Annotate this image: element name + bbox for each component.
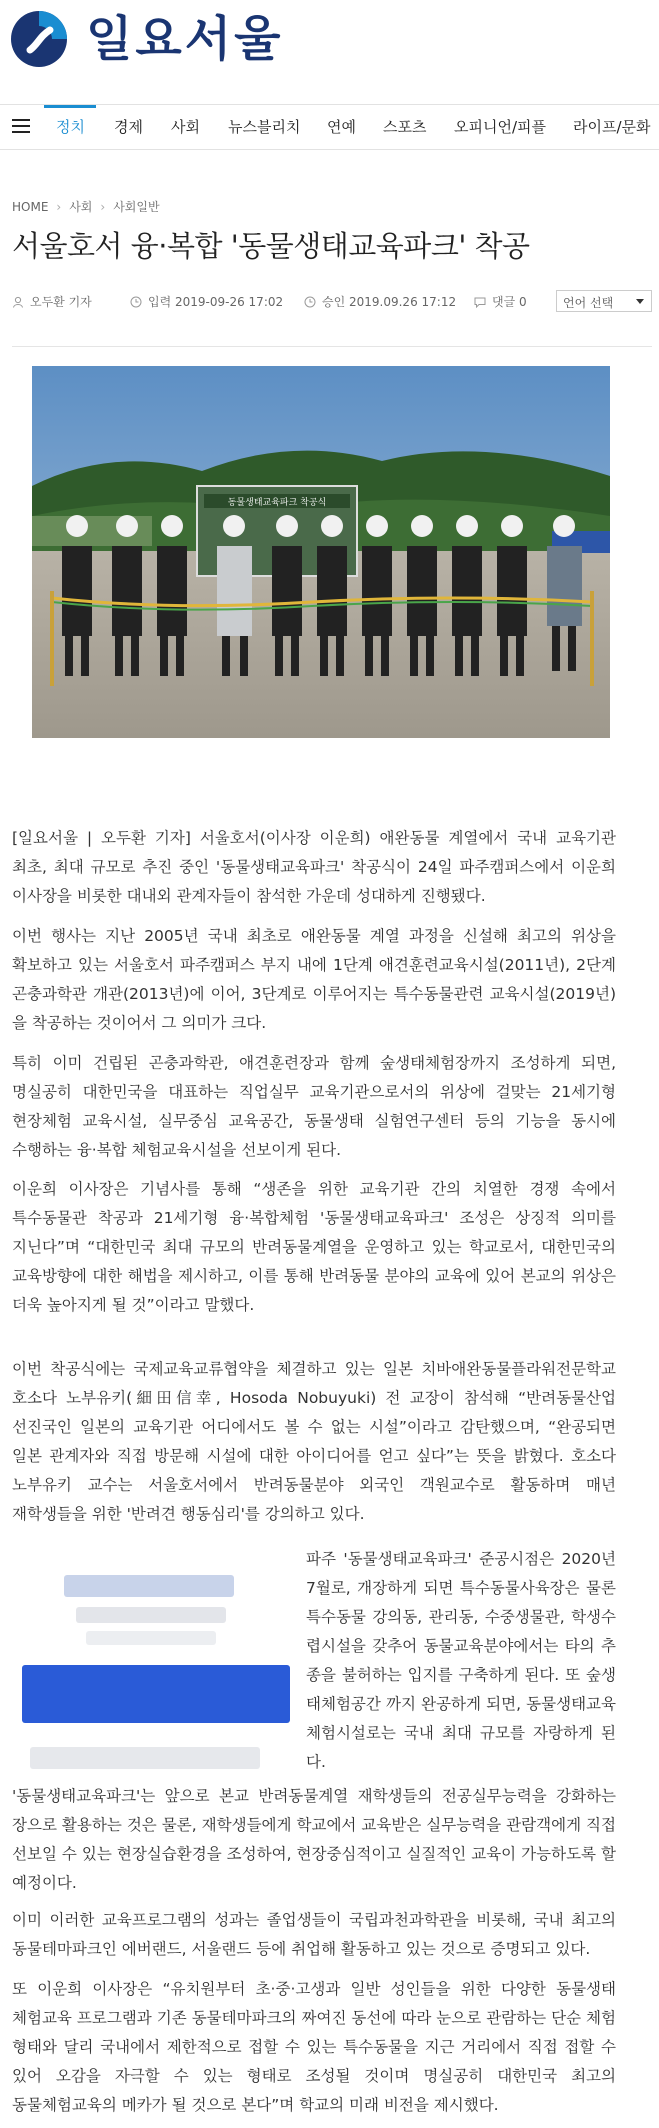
meta-comments[interactable]: 댓글 0	[474, 293, 527, 310]
nav-item-life-culture[interactable]: 라이프/문화	[573, 118, 651, 136]
article-paragraph: '동물생태교육파크'는 앞으로 본교 반려동물계열 재학생들의 전공실무능력을 강화하는 장으로 활용하는 것은 물론, 재학생들에게 학교에서 교육받은 실무능력을 관람객에게 직접 선보일 수 있는 현장실습환경을 조성하여, 현장중심적이고 실질적인 교육이 가능하도록 할 예정이다.	[12, 1787, 616, 1892]
meta-input-date: 입력 2019-09-26 17:02	[130, 293, 283, 310]
article-paragraph: 이번 착공식에는 국제교육교류협약을 체결하고 있는 일본 치바애완동물플라워전문학교 호소다 노부유키(細田信幸, Hosoda Nobuyuki) 전 교장이 참석해 “반려동물산업 선진국인 일본의 교육기관 어디에서도 볼 수 없는 시설”이라고 감탄했으며, “완공되면 일본 관계자와 직접 방문해 시설에 대한 아이디어를 얻고 싶다”는 뜻을 밝혔다. 호소다 노부유키 교수는 서울호서에서 반려동물분야 외국인 객원교수로 활동하며 매년 재학생들을 위한 '반려견 행동심리'를 강의하고 있다.	[12, 1360, 616, 1523]
article-photo[interactable]	[32, 366, 610, 738]
logo-text: 일요서울	[86, 11, 284, 67]
person-icon	[12, 296, 24, 308]
article-paragraph: 이번 행사는 지난 2005년 국내 최초로 애완동물 계열 과정을 신설해 최고의 위상을 확보하고 있는 서울호서 파주캠퍼스 부지 내에 1단계 애견훈련교육시설(2011년), 2단계 곤충과학관 개관(2013년)에 이어, 3단계로 이루어지는 특수동물관련 교육시설(2019년)을 착공하는 것이어서 그 의미가 크다.	[12, 927, 616, 1032]
meta-author: 오두환 기자	[12, 293, 92, 310]
ad-blurred-line	[86, 1631, 216, 1645]
ad-blurred-headline	[64, 1575, 234, 1597]
nav-item-opinion[interactable]: 오피니언/피플	[454, 118, 546, 136]
ad-blurred-button[interactable]	[22, 1665, 290, 1723]
advertisement-box[interactable]	[16, 1545, 296, 1781]
article-paragraph: 특히 이미 건립된 곤충과학관, 애견훈련장과 함께 숲생태체험장까지 조성하게 되면, 명실공히 대한민국을 대표하는 직업실무 교육기관으로서의 위상에 걸맞는 21세기형 현장체험 교육시설, 실무중심 교육공간, 동물생태 실험연구센터 등의 기능을 동시에 수행하는 융·복합 체험교육시설을 선보이게 된다.	[12, 1054, 616, 1159]
ceremony-photo-illustration	[32, 366, 610, 738]
site-header	[0, 0, 659, 82]
article-paragraph: [일요서울 | 오두환 기자] 서울호서(이사장 이운희) 애완동물 계열에서 국내 교육기관 최초, 최대 규모로 추진 중인 '동물생태교육파크' 착공식이 24일 파주캠퍼스에서 이운희 이사장을 비롯한 대내외 관계자들이 참석한 가운데 성대하게 진행됐다.	[12, 829, 616, 905]
breadcrumb	[12, 198, 160, 215]
article-paragraph: 이운희 이사장은 기념사를 통해 “생존을 위한 교육기관 간의 치열한 경쟁 속에서 특수동물관 착공과 21세기형 융·복합체험 '동물생태교육파크' 조성은 상징적 의미를 지닌다”며 “대한민국 최대 규모의 반려동물계열을 운영하고 있는 학교로서, 대한민국의 교육방향에 대한 해법을 제시하고, 이를 통해 반려동물 분야의 교육에 있어 본교의 위상은 더욱 높아지게 될 것”이라고 말했다.	[12, 1180, 616, 1314]
hamburger-icon[interactable]	[12, 119, 30, 135]
article-paragraph: 이미 이러한 교육프로그램의 성과는 졸업생들이 국립과천과학관을 비롯해, 국내 최고의 동물테마파크인 에버랜드, 서울랜드 등에 취업해 활동하고 있는 것으로 증명되고 있다.	[12, 1911, 616, 1958]
divider	[12, 346, 652, 347]
comment-icon	[474, 296, 486, 308]
nav-item-economy[interactable]: 경제	[114, 118, 143, 136]
nav-item-society[interactable]: 사회	[171, 118, 200, 136]
breadcrumb-home[interactable]: HOME	[12, 200, 49, 214]
photo-banner-text: 동물생태교육파크 착공식	[227, 498, 327, 508]
article-title: 서울호서 융·복합 '동물생태교육파크' 착공	[12, 229, 530, 263]
breadcrumb-level1[interactable]: 사회	[69, 200, 93, 214]
clock-icon	[304, 296, 316, 308]
caret-down-icon	[636, 299, 644, 304]
chevron-right-icon: ›	[56, 200, 62, 214]
site-logo[interactable]	[10, 6, 283, 72]
article-paragraph: 또 이운희 이사장은 “유치원부터 초·중·고생과 일반 성인들을 위한 다양한 동물생태 체험교육 프로그램과 기존 동물테마파크의 짜여진 동선에 따라 눈으로 관람하는 단순 체험 형태와 달리 국내에서 제한적으로 접할 수 있는 특수동물을 지근 거리에서 직접 접할 수 있어 오감을 자극할 수 있는 형태로 조성될 것이며 명실공히 대한민국 최고의 동물체험교육의 메카가 될 것으로 본다”며 학교의 미래 비전을 제시했다.	[12, 1980, 616, 2114]
nav-item-entertainment[interactable]: 연예	[327, 118, 356, 136]
meta-approve-date: 승인 2019.09.26 17:12	[304, 293, 456, 310]
article-meta	[12, 290, 652, 312]
nav-item-newsbleach[interactable]: 뉴스블리치	[228, 118, 301, 136]
nav-active-indicator	[44, 105, 96, 108]
nav-item-politics[interactable]: 정치	[56, 118, 85, 136]
chevron-right-icon: ›	[100, 200, 106, 214]
logo-mark-icon	[10, 10, 68, 68]
breadcrumb-level2[interactable]: 사회일반	[113, 200, 160, 214]
article-paragraph: 파주 '동물생태교육파크' 준공시점은 2020년 7월로, 개장하게 되면 특수동물사육장은 물론 특수동물 강의동, 관리동, 수중생물관, 학생수렵시설을 갖추어 동물교육분야에서는 타의 추종을 불허하는 입지를 구축하게 된다. 또 숲생태체험공간 까지 완공하게 되면, 동물생태교육체험시설로는 국내 최대 규모를 자랑하게 된다.	[306, 1550, 616, 1771]
ad-blurred-footer	[30, 1747, 260, 1769]
language-select[interactable]: 언어 선택	[556, 290, 652, 312]
clock-icon	[130, 296, 142, 308]
main-nav	[0, 104, 659, 150]
ad-blurred-line	[76, 1607, 226, 1623]
nav-item-sports[interactable]: 스포츠	[383, 118, 427, 136]
